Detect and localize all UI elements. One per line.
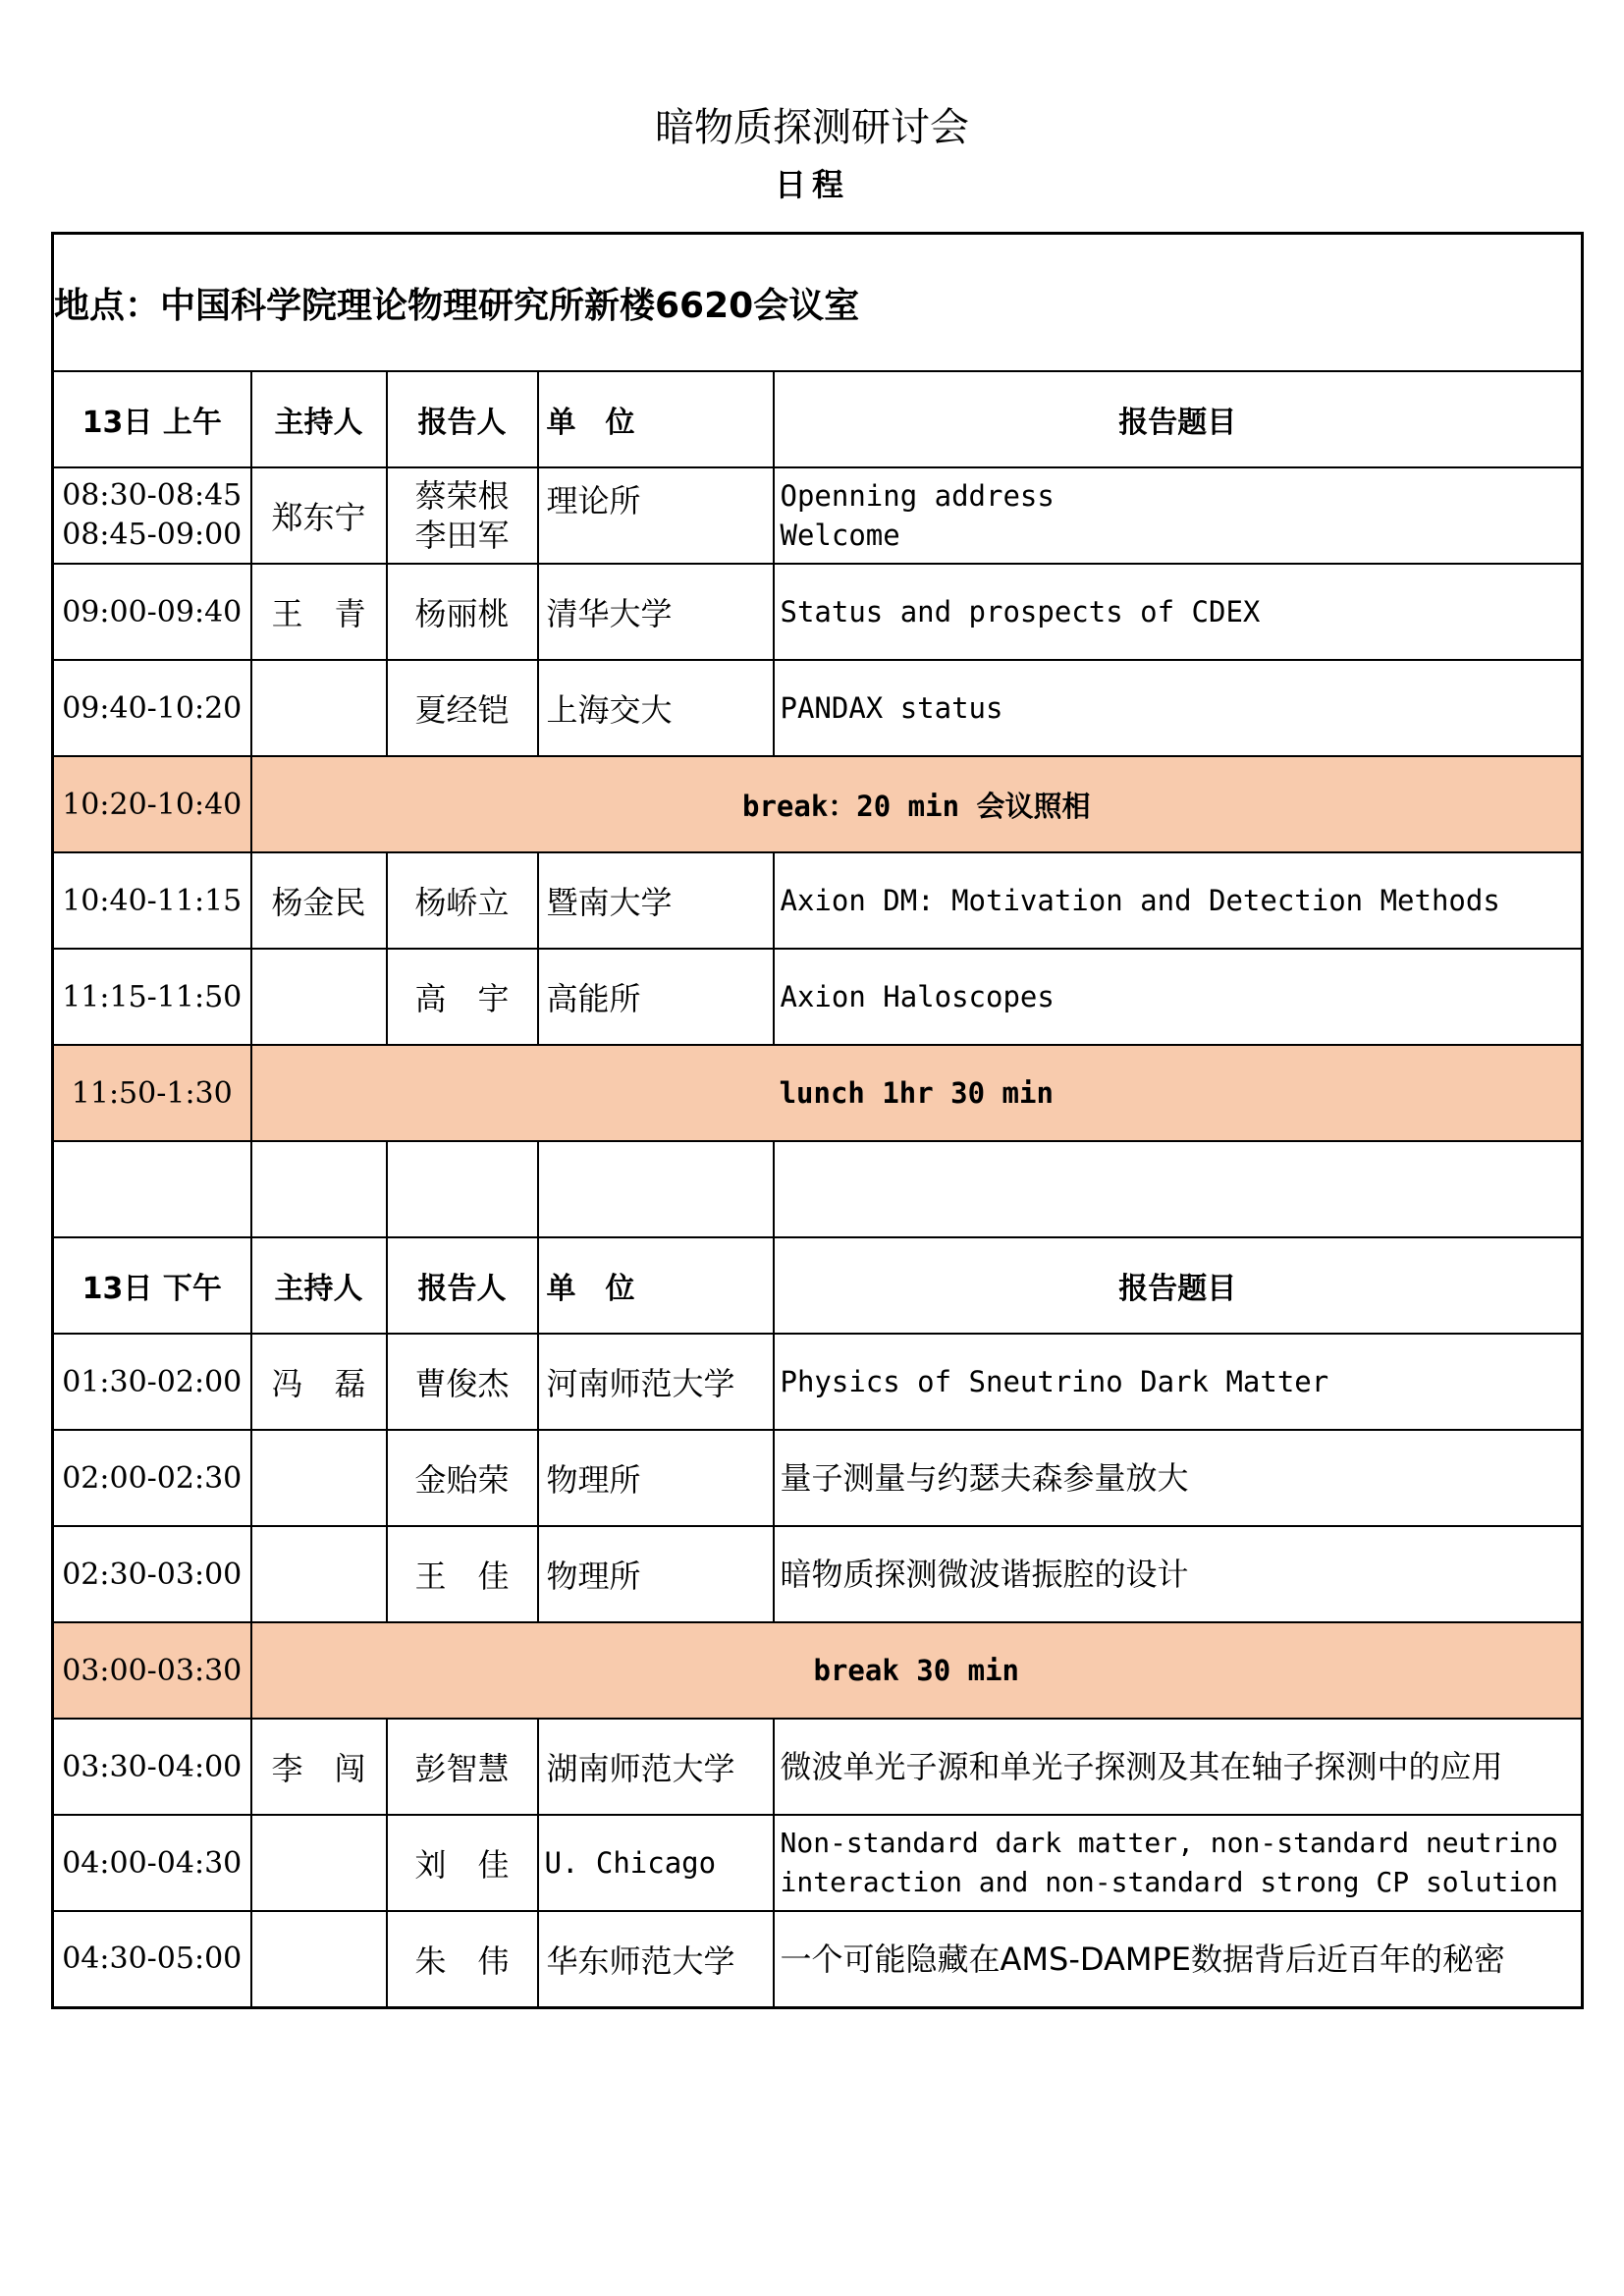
- topic-header: 报告题目: [774, 371, 1583, 467]
- speaker-cell: 杨峤立: [387, 852, 538, 949]
- time-cell: 10:20-10:40: [53, 756, 251, 852]
- unit-cell: 华东师范大学: [538, 1911, 774, 2007]
- speaker-line: 蔡荣根: [414, 477, 510, 515]
- topic-header: 报告题目: [774, 1237, 1583, 1334]
- topic-cell: 暗物质探测微波谐振腔的设计: [774, 1526, 1583, 1622]
- topic-line: interaction and non-standard strong CP solution: [780, 1866, 1558, 1898]
- empty-cell: [251, 1141, 387, 1237]
- break-row: [53, 756, 1583, 852]
- chair-cell: 冯 磊: [251, 1334, 387, 1430]
- afternoon-header-row: [53, 1237, 1583, 1334]
- chair-cell: [251, 1430, 387, 1526]
- speaker-cell: 夏经铠: [387, 660, 538, 756]
- topic-cell: Physics of Sneutrino Dark Matter: [774, 1334, 1583, 1430]
- table-row: [53, 949, 1583, 1045]
- topic-line: Openning address: [780, 479, 1055, 513]
- speaker-cell: 刘 佳: [387, 1815, 538, 1911]
- time-cell: 10:40-11:15: [53, 852, 251, 949]
- table-row: [53, 1815, 1583, 1911]
- chair-cell: [251, 1911, 387, 2007]
- empty-cell: [387, 1141, 538, 1237]
- schedule-table: [51, 232, 1584, 2009]
- table-row: [53, 660, 1583, 756]
- time-cell: 03:30-04:00: [53, 1719, 251, 1815]
- time-cell: 11:15-11:50: [53, 949, 251, 1045]
- empty-cell: [53, 1141, 251, 1237]
- unit-cell: U. Chicago: [538, 1815, 774, 1911]
- afternoon-session-header: 13日 下午: [53, 1237, 251, 1334]
- time-cell: 11:50-1:30: [53, 1045, 251, 1141]
- table-row: [53, 852, 1583, 949]
- break-label: break 30 min: [251, 1622, 1583, 1719]
- empty-cell: [774, 1141, 1583, 1237]
- time-cell: 02:30-03:00: [53, 1526, 251, 1622]
- speaker-cell: 曹俊杰: [387, 1334, 538, 1430]
- speaker-cell: 金贻荣: [387, 1430, 538, 1526]
- time-cell: 09:40-10:20: [53, 660, 251, 756]
- empty-row: [53, 1141, 1583, 1237]
- unit-cell: 清华大学: [538, 564, 774, 660]
- topic-cell: PANDAX status: [774, 660, 1583, 756]
- unit-cell: 湖南师范大学: [538, 1719, 774, 1815]
- speaker-cell: 朱 伟: [387, 1911, 538, 2007]
- topic-cell: 微波单光子源和单光子探测及其在轴子探测中的应用: [774, 1719, 1583, 1815]
- unit-cell: 物理所: [538, 1430, 774, 1526]
- unit-cell: 高能所: [538, 949, 774, 1045]
- time-line: 08:45-09:00: [62, 518, 243, 552]
- time-cell: [53, 467, 251, 564]
- chair-cell: 李 闯: [251, 1719, 387, 1815]
- page-subtitle: 日程: [774, 166, 849, 203]
- morning-header-row: [53, 371, 1583, 467]
- topic-cell: [774, 467, 1583, 564]
- chair-cell: [251, 660, 387, 756]
- venue-row: [53, 234, 1583, 372]
- time-cell: 01:30-02:00: [53, 1334, 251, 1430]
- speaker-line: 李田军: [414, 517, 510, 554]
- chair-cell: [251, 949, 387, 1045]
- break-row: [53, 1622, 1583, 1719]
- time-cell: 02:00-02:30: [53, 1430, 251, 1526]
- unit-cell: 上海交大: [538, 660, 774, 756]
- table-row: [53, 1526, 1583, 1622]
- empty-cell: [538, 1141, 774, 1237]
- topic-cell: Axion Haloscopes: [774, 949, 1583, 1045]
- table-row: [53, 1719, 1583, 1815]
- chair-header: 主持人: [251, 1237, 387, 1334]
- chair-cell: 王 青: [251, 564, 387, 660]
- topic-cell: Axion DM: Motivation and Detection Methods: [774, 852, 1583, 949]
- break-label: break：20 min 会议照相: [251, 756, 1583, 852]
- speaker-header: 报告人: [387, 1237, 538, 1334]
- unit-cell: 河南师范大学: [538, 1334, 774, 1430]
- table-row: [53, 1334, 1583, 1430]
- speaker-cell: 彭智慧: [387, 1719, 538, 1815]
- topic-cell: 一个可能隐藏在AMS-DAMPE数据背后近百年的秘密: [774, 1911, 1583, 2007]
- time-cell: 09:00-09:40: [53, 564, 251, 660]
- table-row: [53, 1430, 1583, 1526]
- time-cell: 04:30-05:00: [53, 1911, 251, 2007]
- topic-cell: 量子测量与约瑟夫森参量放大: [774, 1430, 1583, 1526]
- unit-cell: 物理所: [538, 1526, 774, 1622]
- chair-cell: 杨金民: [251, 852, 387, 949]
- topic-cell: Status and prospects of CDEX: [774, 564, 1583, 660]
- topic-line: Non-standard dark matter, non-standard neutrino: [780, 1827, 1558, 1859]
- chair-cell: 郑东宁: [251, 467, 387, 564]
- table-row: [53, 564, 1583, 660]
- time-cell: 03:00-03:30: [53, 1622, 251, 1719]
- table-row: [53, 467, 1583, 564]
- topic-cell: [774, 1815, 1583, 1911]
- speaker-cell: 高 宇: [387, 949, 538, 1045]
- unit-cell: 理论所: [538, 467, 774, 564]
- table-row: [53, 1911, 1583, 2007]
- morning-session-header: 13日 上午: [53, 371, 251, 467]
- page-title: 暗物质探测研讨会: [655, 105, 969, 150]
- chair-cell: [251, 1526, 387, 1622]
- unit-cell: 暨南大学: [538, 852, 774, 949]
- lunch-label: lunch 1hr 30 min: [251, 1045, 1583, 1141]
- speaker-cell: 杨丽桃: [387, 564, 538, 660]
- speaker-header: 报告人: [387, 371, 538, 467]
- venue-label: 地点：中国科学院理论物理研究所新楼6620会议室: [53, 234, 1583, 372]
- speaker-cell: 王 佳: [387, 1526, 538, 1622]
- topic-line: Welcome: [780, 519, 900, 552]
- chair-cell: [251, 1815, 387, 1911]
- speaker-cell: [387, 467, 538, 564]
- unit-header: 单 位: [538, 1237, 774, 1334]
- unit-header: 单 位: [538, 371, 774, 467]
- chair-header: 主持人: [251, 371, 387, 467]
- lunch-row: [53, 1045, 1583, 1141]
- time-line: 08:30-08:45: [62, 478, 243, 513]
- time-cell: 04:00-04:30: [53, 1815, 251, 1911]
